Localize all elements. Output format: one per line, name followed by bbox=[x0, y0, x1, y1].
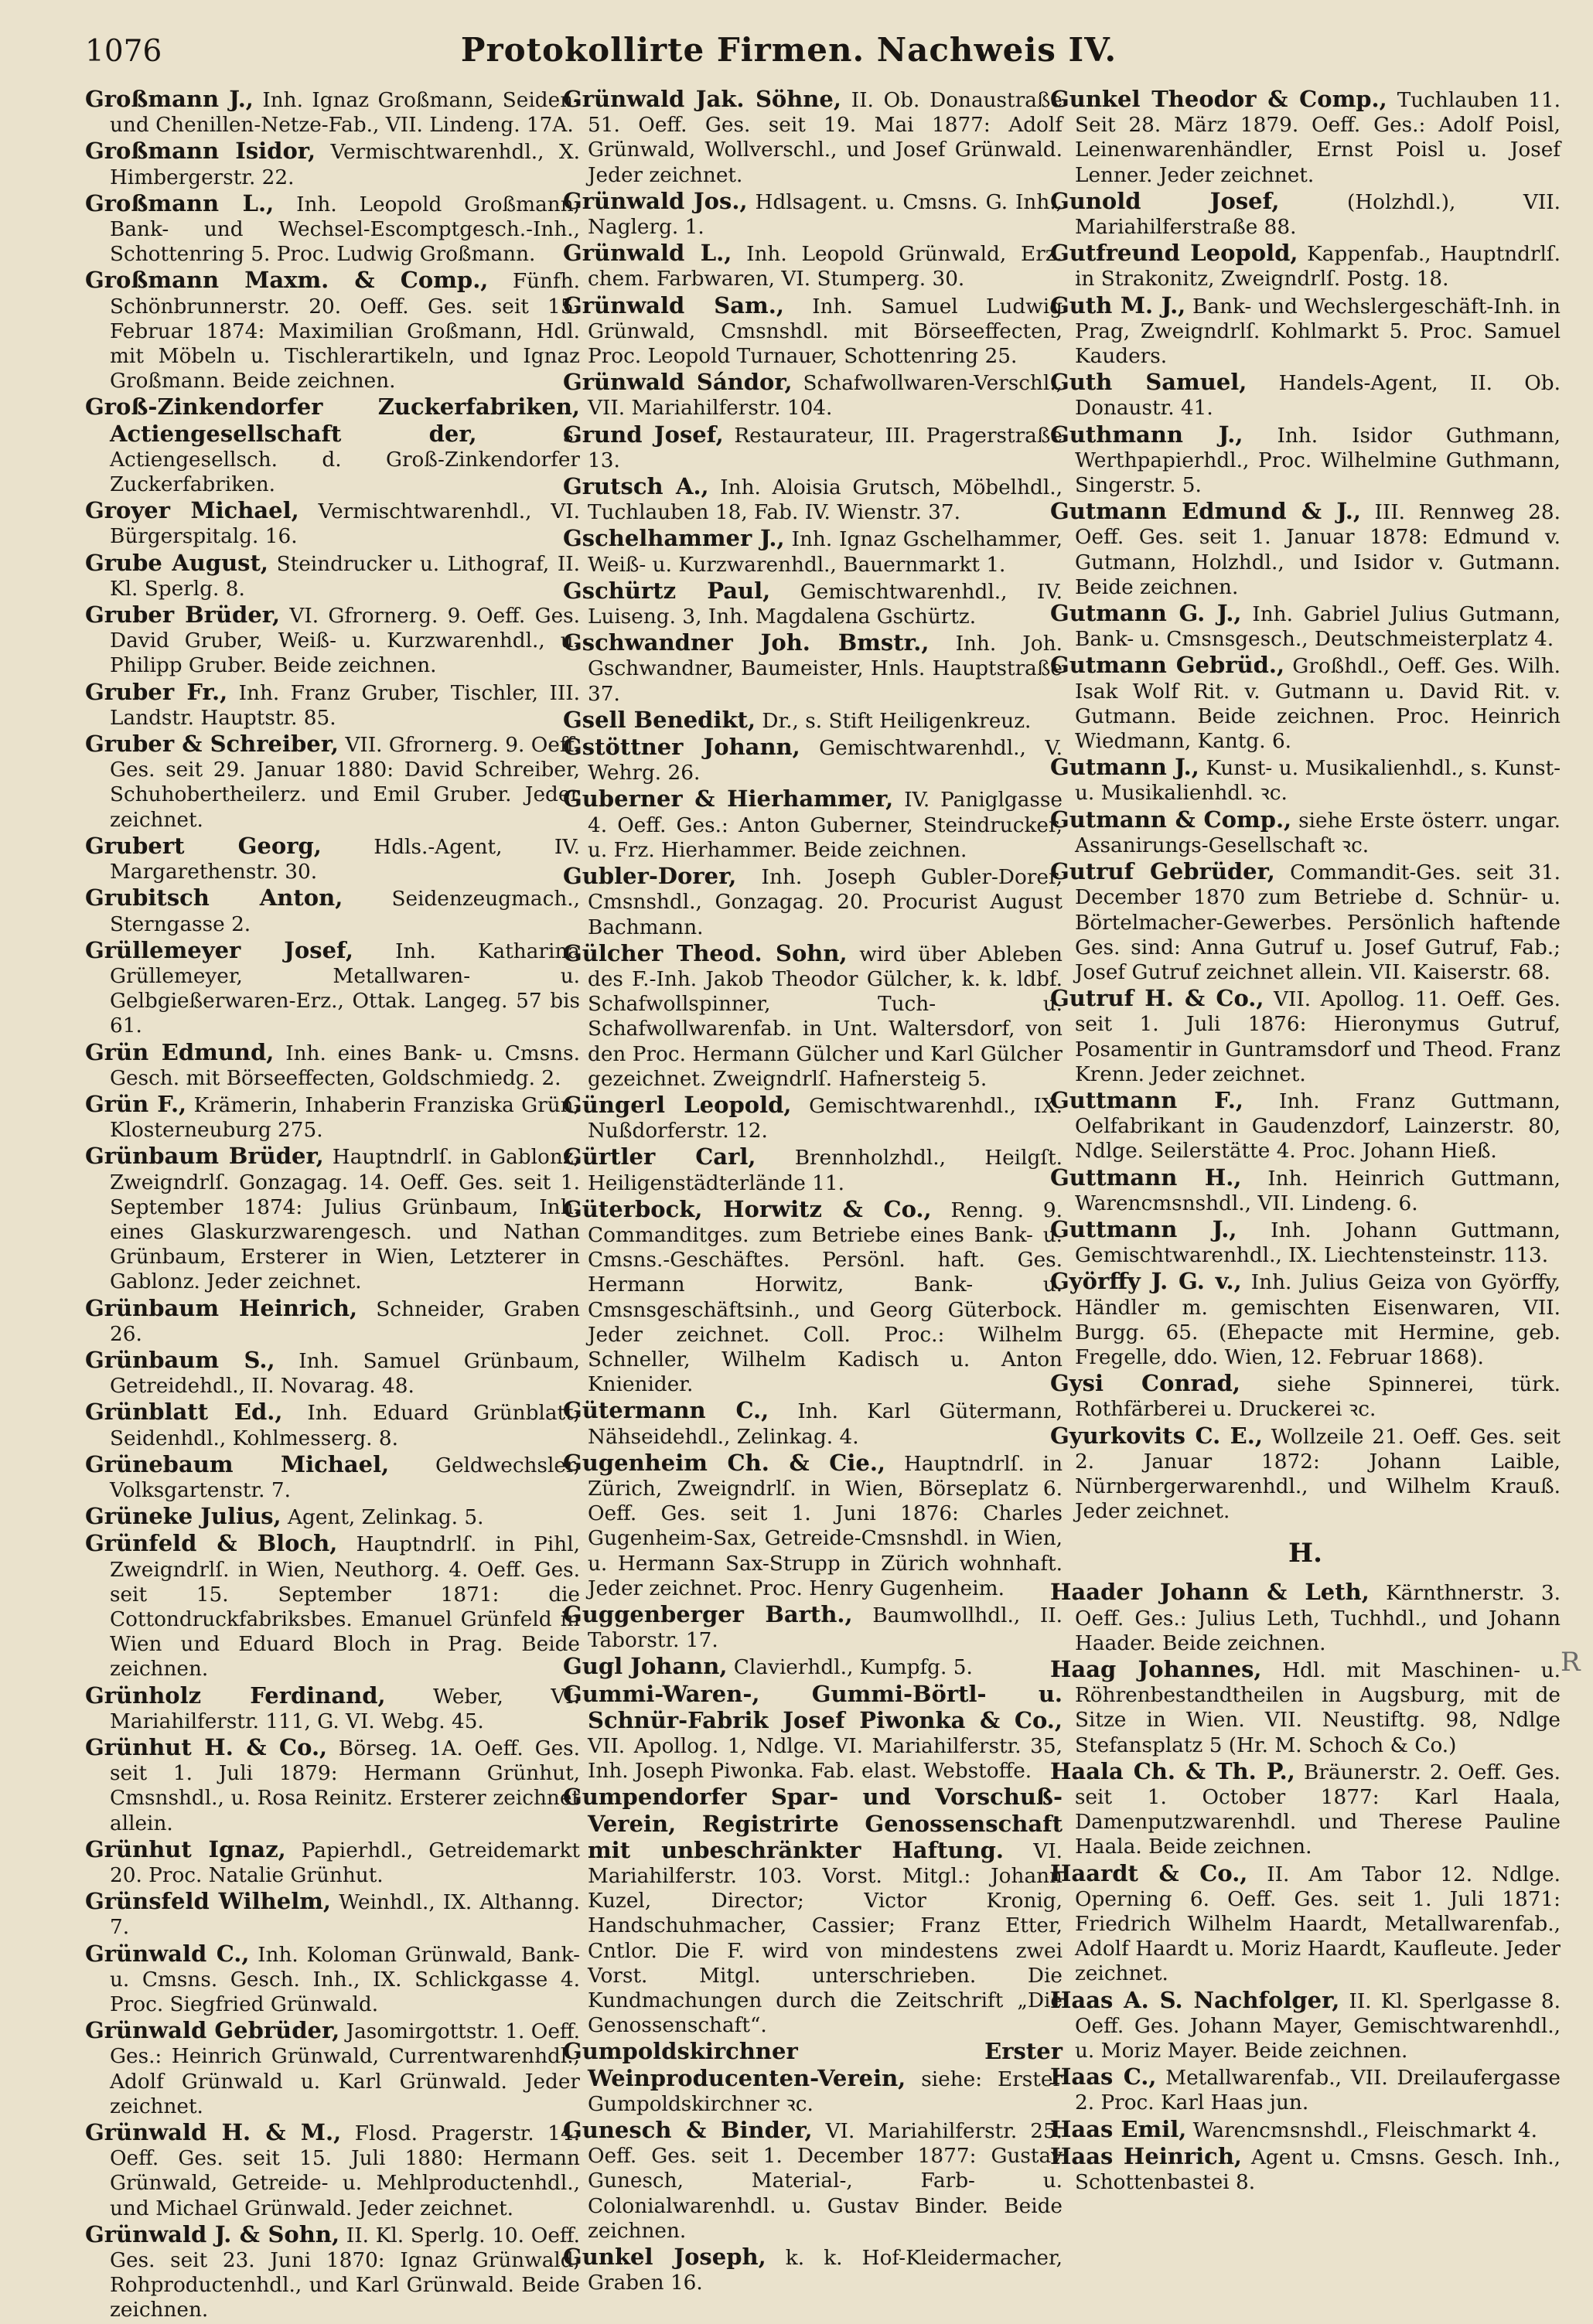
directory-entry bbox=[85, 1837, 580, 1888]
directory-entry bbox=[563, 1450, 1063, 1601]
directory-entry bbox=[1050, 2144, 1561, 2195]
firm-name: Grünholz Ferdinand, bbox=[85, 1682, 386, 1709]
directory-entry bbox=[563, 526, 1063, 577]
firm-details: VII. Gfrornerg. 9. Oeff. Ges. seit 29. Januar 1880: David Schreiber, Schuhobertheilerz. und Emil Gruber. Jeder zeichnet. bbox=[110, 734, 581, 832]
firm-name: Gsell Benedikt, bbox=[563, 706, 756, 733]
directory-entry bbox=[1050, 422, 1561, 499]
directory-entry bbox=[85, 1296, 580, 1347]
firm-name: Gutmann Edmund & J., bbox=[1050, 498, 1361, 525]
firm-name: Haas A. S. Nachfolger, bbox=[1050, 1986, 1340, 2013]
firm-name: Gummi-Waren-, Gummi-Börtl- u. Schnür-Fabrik Josef Piwonka & Co., bbox=[563, 1680, 1063, 1733]
firm-details: wird über Ableben des F.-Inh. Jakob Theodor Gülcher, k. k. ldbf. Schafwollspinner, Tuch- u. Schafwollwarenfab. in Unt. Waltersdorf, von den Proc. Hermann Gülcher und Karl Gülcher gezeichnet. Zweigndrlſ. Hafnersteig 5. bbox=[588, 942, 1063, 1091]
firm-name: Gutruf H. & Co., bbox=[1050, 985, 1264, 1012]
firm-name: Grün F., bbox=[85, 1090, 187, 1117]
firm-details: siehe: Erster Gumpoldskirchner ꝛc. bbox=[588, 2067, 1063, 2116]
firm-details: Inh. Leopold Großmann, Bank- und Wechsel-Escomptgesch.-Inh., Schottenring 5. Proc. Ludwig Großmann. bbox=[110, 193, 580, 267]
firm-details: Inh. Samuel Ludwig Grünwald, Cmsnshdl. mit Börseeffecten, Proc. Leopold Turnauer, Schottenring 25. bbox=[588, 295, 1063, 369]
firm-details: Inh. Gabriel Julius Gutmann, Bank- u. Cmsnsgesch., Deutschmeisterplatz 4. bbox=[1075, 603, 1561, 652]
firm-details: Inh. Isidor Guthmann, Werthpapierhdl., Proc. Wilhelmine Guthmann, Singerstr. 5. bbox=[1075, 424, 1561, 498]
firm-name: Grutsch A., bbox=[563, 473, 709, 500]
firm-details: Tuchlauben 11. Seit 28. März 1879. Oeff. Ges.: Adolf Poisl, Leinenwarenhändler, Ernst Poisl u. Josef Lenner. Jeder zeichnet. bbox=[1075, 89, 1561, 187]
directory-entry bbox=[1050, 653, 1561, 754]
firm-details: VII. Apollog. 1, Ndlge. VI. Mariahilferstr. 35, Inh. Joseph Piwonka. Fab. elast. Webstoffe. bbox=[588, 1735, 1063, 1784]
firm-name: Grünhut H. & Co., bbox=[85, 1734, 328, 1760]
firm-details: Hdlsagent. u. Cmsns. G. Inh., Naglerg. 1. bbox=[588, 190, 1063, 240]
directory-entry bbox=[563, 474, 1063, 525]
firm-details: Wollzeile 21. Oeff. Ges. seit 2. Januar 1872: Johann Laible, Nürnbergerwarenhdl., und Wilhelm Krauß. Jeder zeichnet. bbox=[1075, 1425, 1561, 1524]
directory-entry bbox=[563, 1784, 1063, 2038]
firm-name: Großmann Maxm. & Comp., bbox=[85, 267, 489, 294]
firm-name: Groß-Zinkendorfer Zuckerfabriken, Actiengesellschaft der, bbox=[85, 394, 580, 447]
firm-name: Grün Edmund, bbox=[85, 1038, 275, 1065]
firm-name: Györffy J. G. v., bbox=[1050, 1268, 1242, 1295]
directory-entry bbox=[85, 1735, 580, 1836]
firm-name: Guth M. J., bbox=[1050, 291, 1186, 319]
directory-entry bbox=[1050, 1217, 1561, 1268]
firm-details: Inh. Katharina Grüllemeyer, Metallwaren- u. Gelbgießerwaren-Erz., Ottak. Langeg. 57 bis 61. bbox=[110, 939, 580, 1038]
firm-name: Grüllemeyer Josef, bbox=[85, 936, 353, 963]
firm-details: s. Actiengesellsch. d. Groß-Zinkendorfer Zuckerfabriken. bbox=[110, 423, 580, 497]
firm-details: Fünfh. Schönbrunnerstr. 20. Oeff. Ges. seit 15. Februar 1874: Maximilian Großmann, Hdl. mit Möbeln u. Tischlerartikeln, und Ignaz Großmann. Beide zeichnen. bbox=[110, 270, 580, 394]
firm-name: Gschwandner Joh. Bmstr., bbox=[563, 629, 930, 656]
directory-entry bbox=[563, 240, 1063, 291]
directory-entry bbox=[563, 1654, 1063, 1680]
firm-name: Gschürtz Paul, bbox=[563, 577, 771, 604]
firm-details: Seidenzeugmach., Sterngasse 2. bbox=[110, 888, 580, 936]
firm-details: Hdls.-Agent, IV. Margarethenstr. 30. bbox=[110, 835, 580, 884]
directory-entry bbox=[1050, 1165, 1561, 1216]
firm-details: Metallwarenfab., VII. Dreilaufergasse 2. Proc. Karl Haas jun. bbox=[1075, 2067, 1561, 2115]
firm-name: Guthmann J., bbox=[1050, 421, 1243, 448]
directory-entry bbox=[563, 2039, 1063, 2117]
directory-entry bbox=[85, 2018, 580, 2119]
firm-details: Inh. Karl Gütermann, Nähseidehdl., Zelinkag. 4. bbox=[588, 1400, 1063, 1449]
firm-details: Dr., s. Stift Heiligenkreuz. bbox=[756, 709, 1032, 733]
directory-entry bbox=[85, 2120, 580, 2221]
directory-entry bbox=[563, 370, 1063, 421]
firm-name: Großmann L., bbox=[85, 189, 275, 216]
firm-name: Grünwald H. & M., bbox=[85, 2119, 342, 2146]
directory-entry bbox=[563, 630, 1063, 707]
directory-entry bbox=[85, 731, 580, 833]
firm-name: Gumpendorfer Spar- und Vorschuß-Verein, Registrirte Genossenschaft mit unbeschränkter Haftung. bbox=[563, 1784, 1063, 1863]
firm-details: Kärnthnerstr. 3. Oeff. Ges.: Julius Leth, Tuchhdl., und Johann Haader. Beide zeichnen. bbox=[1075, 1582, 1561, 1655]
firm-name: Haag Johannes, bbox=[1050, 1655, 1262, 1682]
directory-column-1 bbox=[85, 87, 580, 2324]
firm-details: Inh. Ignaz Gschelhammer, Weiß- u. Kurzwarenhdl., Bauernmarkt 1. bbox=[588, 528, 1063, 577]
firm-name: Großmann Isidor, bbox=[85, 138, 316, 165]
firm-details: Handels-Agent, II. Ob. Donaustr. 41. bbox=[1075, 372, 1561, 421]
firm-name: Grünbaum Heinrich, bbox=[85, 1294, 358, 1321]
directory-entry bbox=[1050, 1269, 1561, 1370]
firm-details: II. Ob. Donaustraße 51. Oeff. Ges. seit 19. Mai 1877: Adolf Grünwald, Wollverschl., und Josef Grünwald. Jeder zeichnet. bbox=[588, 89, 1063, 187]
page-title: Protokollirte Firmen. Nachweis IV. bbox=[460, 31, 1117, 69]
firm-name: Gülcher Theod. Sohn, bbox=[563, 939, 848, 966]
directory-entry bbox=[1050, 1371, 1561, 1422]
firm-details: Inh. Franz Guttmann, Oelfabrikant in Gaudenzdorf, Lainzerstr. 80, Ndlge. Seilerstätte 4. Proc. Johann Hieß. bbox=[1075, 1089, 1561, 1164]
firm-name: Haardt & Co., bbox=[1050, 1859, 1248, 1886]
firm-details: II. Am Tabor 12. Ndlge. Operning 6. Oeff. Ges. seit 1. Juli 1871: Friedrich Wilhelm Haardt, Metallwarenfab., Adolf Haardt u. Moriz Haardt, Kaufleute. Jeder zeichnet. bbox=[1075, 1862, 1561, 1986]
firm-name: Guttmann J., bbox=[1050, 1215, 1237, 1242]
firm-name: Guberner & Hierhammer, bbox=[563, 785, 894, 813]
firm-name: Gugl Johann, bbox=[563, 1653, 728, 1680]
firm-details: Papierhdl., Getreidemarkt 20. Proc. Natalie Grünhut. bbox=[110, 1838, 580, 1888]
firm-name: Gunesch & Binder, bbox=[563, 2117, 813, 2144]
firm-details: Inh. Franz Gruber, Tischler, III. Landstr. Hauptstr. 85. bbox=[110, 681, 580, 730]
firm-details: Inh. Johann Guttmann, Gemischtwarenhdl., IX. Liechtensteinstr. 113. bbox=[1075, 1218, 1561, 1268]
directory-entry bbox=[85, 394, 580, 497]
firm-name: Guttmann H., bbox=[1050, 1164, 1242, 1191]
firm-name: Haas Emil, bbox=[1050, 2115, 1187, 2142]
firm-name: Gutfreund Leopold, bbox=[1050, 240, 1298, 267]
directory-entry bbox=[85, 680, 580, 731]
firm-name: Grund Josef, bbox=[563, 421, 724, 448]
directory-entry bbox=[85, 1504, 580, 1530]
firm-name: Grünbaum S., bbox=[85, 1346, 275, 1373]
directory-entry bbox=[1050, 1861, 1561, 1987]
directory-entry bbox=[563, 1092, 1063, 1143]
directory-entry bbox=[85, 1452, 580, 1503]
firm-details: Hauptndrlſ. in Pihl, Zweigndrlſ. in Wien, Neuthorg. 4. Oeff. Ges. seit 15. September 1871: die Cottondruckfabriksbes. Emanuel Grünfeld in Wien und Eduard Bloch in Prag. Beide zeichnen. bbox=[110, 1533, 580, 1682]
firm-details: VI. Gfrornerg. 9. Oeff. Ges. David Gruber, Weiß- u. Kurzwarenhdl., u. Philipp Gruber. Beide zeichnen. bbox=[110, 605, 580, 678]
firm-details: Gemischtwarenhdl., V. Wehrg. 26. bbox=[588, 737, 1063, 785]
firm-details: Inh. Ignaz Großmann, Seiden- und Chenillen-Netze-Fab., VII. Lindeng. 17A. bbox=[110, 89, 580, 138]
directory-column-2 bbox=[563, 87, 1063, 2296]
firm-name: Grünwald Jos., bbox=[563, 187, 748, 214]
directory-entry bbox=[1050, 859, 1561, 985]
directory-entry bbox=[85, 1941, 580, 2018]
firm-details: Flosd. Pragerstr. 14. Oeff. Ges. seit 15. Juli 1880: Hermann Grünwald, Getreide- u. Mehlproductenhdl., und Michael Grünwald. Jeder zeichnet. bbox=[110, 2122, 580, 2220]
directory-entry bbox=[563, 734, 1063, 785]
directory-entry bbox=[85, 191, 580, 267]
firm-name: Guth Samuel, bbox=[1050, 369, 1247, 396]
firm-details: Renng. 9. Commanditges. zum Betriebe eines Bank- u. Cmsns.-Geschäftes. Persönl. haft. Ges. Hermann Horwitz, Bank- u. Cmsnsgeschäftsinh., und Georg Güterbock. Jeder zeichnet. Coll. Proc.: Wilhelm Schneller, Wilhelm Kadisch u. Anton Knienider. bbox=[588, 1198, 1063, 1397]
firm-details: VI. Mariahilferstr. 25. Oeff. Ges. seit 1. December 1877: Gustav Gunesch, Material-, Farb- u. Colonialwarenhdl. u. Gustav Binder. Beide zeichnen. bbox=[588, 2120, 1063, 2243]
firm-details: Weber, VI. Mariahilferstr. 111, G. VI. Webg. 45. bbox=[110, 1685, 580, 1733]
firm-details: Inh. Julius Geiza von Györffy, Händler m. gemischten Eisenwaren, VII. Burgg. 65. (Ehepacte mit Hermine, geb. Fregelle, ddo. Wien, 12. Februar 1868). bbox=[1075, 1271, 1561, 1369]
firm-details: III. Rennweg 28. Oeff. Ges. seit 1. Januar 1878: Edmund v. Gutmann, Holzhdl., und Isidor v. Gutmann. Beide zeichnen. bbox=[1075, 501, 1561, 599]
firm-name: Gugenheim Ch. & Cie., bbox=[563, 1449, 886, 1476]
firm-details: Agent, Zelinkag. 5. bbox=[281, 1506, 484, 1530]
directory-entry bbox=[85, 938, 580, 1039]
directory-entry bbox=[85, 498, 580, 549]
firm-details: Großhdl., Oeff. Ges. Wilh. Isak Wolf Rit. v. Gutmann u. David Rit. v. Gutmann. Beide zeichnen. Proc. Heinrich Wiedmann, Kantg. 6. bbox=[1075, 655, 1561, 754]
firm-details: VII. Apollog. 11. Oeff. Ges. seit 1. Juli 1876: Hieronymus Gutruf, Posamentir in Guntramsdorf und Theod. Franz Krenn. Jeder zeichnet. bbox=[1075, 988, 1561, 1086]
firm-details: Steindrucker u. Lithograf, II. Kl. Sperlg. 8. bbox=[110, 552, 580, 601]
directory-entry bbox=[85, 87, 580, 138]
directory-entry bbox=[85, 267, 580, 394]
firm-name: Haala Ch. & Th. P., bbox=[1050, 1757, 1295, 1784]
directory-entry bbox=[563, 864, 1063, 940]
firm-details: Weinhdl., IX. Althanng. 7. bbox=[110, 1891, 581, 1940]
section-letter: H. bbox=[1288, 1538, 1322, 1569]
firm-name: Grüneke Julius, bbox=[85, 1503, 281, 1530]
firm-name: Güngerl Leopold, bbox=[563, 1091, 792, 1118]
directory-entry bbox=[1050, 601, 1561, 652]
firm-details: k. k. Hof-Kleidermacher, Graben 16. bbox=[588, 2247, 1063, 2295]
directory-entry bbox=[563, 2244, 1063, 2295]
firm-name: Gstöttner Johann, bbox=[563, 734, 800, 761]
firm-details: Krämerin, Inhaberin Franziska Grün, Klosterneuburg 275. bbox=[110, 1093, 580, 1143]
firm-details: Geldwechsler, Volksgartenstr. 7. bbox=[110, 1453, 581, 1502]
directory-entry bbox=[1050, 499, 1561, 600]
firm-details: siehe Spinnerei, türk. Rothfärberei u. Druckerei ꝛc. bbox=[1075, 1373, 1561, 1422]
firm-name: Gruber Fr., bbox=[85, 678, 228, 705]
directory-entry bbox=[563, 189, 1063, 240]
firm-name: Haas C., bbox=[1050, 2063, 1157, 2091]
directory-entry bbox=[1050, 986, 1561, 1087]
directory-entry bbox=[85, 885, 580, 936]
firm-details: Börseg. 1A. Oeff. Ges. seit 1. Juli 1879: Hermann Grünhut, Cmsnshdl., u. Rosa Reinitz. Ersterer zeichnet allein. bbox=[110, 1737, 580, 1835]
page-number: 1076 bbox=[85, 34, 162, 69]
firm-name: Haader Johann & Leth, bbox=[1050, 1579, 1370, 1606]
firm-name: Grünwald Jak. Söhne, bbox=[563, 86, 841, 112]
firm-name: Gütermann C., bbox=[563, 1397, 769, 1424]
directory-entry bbox=[85, 138, 580, 189]
firm-details: Inh. Eduard Grünblatt, Seidenhdl., Kohlmesserg. 8. bbox=[110, 1402, 580, 1450]
directory-entry bbox=[85, 1092, 580, 1143]
directory-entry bbox=[1050, 1988, 1561, 2064]
firm-name: Grubitsch Anton, bbox=[85, 884, 343, 912]
directory-entry bbox=[1050, 1657, 1561, 1758]
margin-mark: R bbox=[1561, 1647, 1581, 1678]
firm-name: Gumpoldskirchner Erster Weinproducenten-Verein, bbox=[563, 2038, 1063, 2091]
page-header bbox=[85, 31, 1492, 93]
firm-details: Inh. Leopold Grünwald, Erz. chem. Farbwaren, VI. Stumperg. 30. bbox=[588, 243, 1063, 291]
directory-entry bbox=[563, 1197, 1063, 1398]
firm-name: Gutruf Gebrüder, bbox=[1050, 858, 1275, 885]
directory-entry bbox=[563, 1398, 1063, 1449]
directory-entry bbox=[85, 833, 580, 884]
directory-entry bbox=[1050, 2117, 1561, 2143]
directory-entry bbox=[1050, 189, 1561, 240]
directory-entry bbox=[1050, 370, 1561, 421]
firm-name: Grünbaum Brüder, bbox=[85, 1143, 324, 1170]
directory-entry bbox=[1050, 1759, 1561, 1860]
firm-details: VI. Mariahilferstr. 103. Vorst. Mitgl.: Johann Kuzel, Director; Victor Kronig, Handschuhmacher, Cassier; Franz Etter, Cntlor. Die F. wird von mindestens zwei Vorst. Mitgl. unterschrieben. Die Kundmachungen durch die Zeitschrift „Die Genossenschaft“. bbox=[588, 1839, 1063, 2038]
firm-details: Schneider, Graben 26. bbox=[110, 1297, 580, 1346]
firm-name: Gunkel Theodor & Comp., bbox=[1050, 86, 1387, 112]
firm-name: Gschelhammer J., bbox=[563, 525, 785, 552]
firm-details: Kappenfab., Hauptndrlſ. in Strakonitz, Zweigndrlſ. Postg. 18. bbox=[1075, 243, 1561, 291]
firm-details: Inh. eines Bank- u. Cmsns. Gesch. mit Börseeffecten, Goldschmiedg. 2. bbox=[110, 1041, 580, 1090]
firm-name: Grünwald J. & Sohn, bbox=[85, 2220, 340, 2247]
firm-name: Grünwald L., bbox=[563, 240, 732, 267]
firm-details: Clavierhdl., Kumpfg. 5. bbox=[727, 1656, 973, 1680]
directory-entry bbox=[85, 1531, 580, 1682]
directory-entry bbox=[85, 2222, 580, 2323]
firm-name: Gutmann & Comp., bbox=[1050, 806, 1292, 833]
firm-details: Jasomirgottstr. 1. Oeff. Ges.: Heinrich Grünwald, Currentwarenhdl., Adolf Grünwald u. Karl Grünwald. Jeder zeichnet. bbox=[110, 2020, 580, 2118]
directory-entry bbox=[85, 1040, 580, 1091]
firm-details: Inh. Aloisia Grutsch, Möbelhdl., Tuchlauben 18, Fab. IV. Wienstr. 37. bbox=[588, 476, 1063, 525]
directory-entry bbox=[563, 1682, 1063, 1784]
firm-name: Grünwald Sándor, bbox=[563, 369, 793, 396]
directory-entry bbox=[85, 1143, 580, 1294]
firm-details: Bräunerstr. 2. Oeff. Ges. seit 1. October 1877: Karl Haala, Damenputzwarenhdl. und Therese Pauline Haala. Beide zeichnen. bbox=[1075, 1760, 1561, 1859]
directory-entry bbox=[1050, 807, 1561, 858]
firm-details: Inh. Koloman Grünwald, Bank- u. Cmsns. Gesch. Inh., IX. Schlickgasse 4. Proc. Siegfried Grünwald. bbox=[110, 1943, 580, 2017]
firm-name: Grünwald Gebrüder, bbox=[85, 2017, 340, 2044]
firm-name: Gubler-Dorer, bbox=[563, 863, 737, 890]
firm-details: Gemischtwarenhdl., IV. Luiseng. 3, Inh. Magdalena Gschürtz. bbox=[588, 580, 1063, 629]
firm-name: Gruber Brüder, bbox=[85, 601, 281, 629]
firm-details: Hauptndrlſ. in Zürich, Zweigndrlſ. in Wien, Börseplatz 6. Oeff. Ges. seit 1. Juni 1876: Charles Gugenheim-Sax, Getreide-Cmsnshdl. in Wien, u. Hermann Sax-Strupp in Zürich wohnhaft. Jeder zeichnet. Proc. Henry Gugenheim. bbox=[588, 1452, 1063, 1600]
firm-details: Vermischtwarenhdl., X. Himbergerstr. 22. bbox=[110, 141, 580, 189]
firm-name: Gutmann J., bbox=[1050, 754, 1199, 781]
firm-name: Gunkel Joseph, bbox=[563, 2244, 766, 2271]
firm-name: Gutmann Gebrüd., bbox=[1050, 652, 1285, 679]
directory-entry bbox=[563, 293, 1063, 370]
directory-entry bbox=[563, 2118, 1063, 2244]
firm-name: Guggenberger Barth., bbox=[563, 1600, 853, 1627]
firm-name: Gunold Josef, bbox=[1050, 187, 1280, 214]
directory-entry bbox=[1050, 1088, 1561, 1164]
firm-details: Warencmsnshdl., Fleischmarkt 4. bbox=[1186, 2118, 1537, 2142]
firm-details: Agent u. Cmsns. Gesch. Inh., Schottenbastei 8. bbox=[1075, 2145, 1561, 2195]
directory-entry bbox=[85, 1348, 580, 1399]
firm-details: Commandit-Ges. seit 31. December 1870 zum Betriebe d. Schnür- u. Börtelmacher-Gewerbes. Persönlich haftende Ges. sind: Anna Gutruf u. Josef Gutruf, Fab.; Josef Gutruf zeichnet allein. VII. Kaiserstr. 68. bbox=[1075, 861, 1561, 984]
directory-entry bbox=[85, 550, 580, 601]
directory-entry bbox=[563, 1602, 1063, 1653]
firm-name: Großmann J., bbox=[85, 86, 254, 112]
firm-details: Hauptndrlſ. in Gablonz, Zweigndrlſ. Gonzagag. 14. Oeff. Ges. seit 1. September 1874: Julius Grünbaum, Inh. eines Glaskurzwarengesch. und Nathan Grünbaum, Ersterer in Wien, Letzterer in Gablonz. Jeder zeichnet. bbox=[110, 1146, 580, 1294]
firm-details: Bank- und Wechslergeschäft-Inh. in Prag, Zweigndrlſ. Kohlmarkt 5. Proc. Samuel Kauders. bbox=[1075, 295, 1561, 369]
firm-details: Schafwollwaren-Verschl., VII. Mariahilferstr. 104. bbox=[588, 372, 1063, 421]
firm-name: Grünsfeld Wilhelm, bbox=[85, 1888, 331, 1915]
directory-entry bbox=[85, 1889, 580, 1940]
firm-details: Vermischtwarenhdl., VI. Bürgerspitalg. 16. bbox=[110, 500, 580, 549]
directory-entry bbox=[85, 1399, 580, 1450]
directory-entry bbox=[563, 707, 1063, 734]
directory-entry bbox=[563, 87, 1063, 188]
firm-details: IV. Paniglgasse 4. Oeff. Ges.: Anton Guberner, Steindrucker, u. Frz. Hierhammer. Beide zeichnen. bbox=[588, 789, 1063, 862]
firm-details: Restaurateur, III. Pragerstraße 13. bbox=[588, 424, 1063, 472]
firm-name: Grubert Georg, bbox=[85, 832, 322, 859]
firm-name: Grünfeld & Bloch, bbox=[85, 1530, 338, 1557]
firm-name: Haas Heinrich, bbox=[1050, 2142, 1243, 2169]
firm-name: Gutmann G. J., bbox=[1050, 600, 1242, 627]
directory-entry bbox=[85, 602, 580, 679]
directory-entry bbox=[563, 941, 1063, 1092]
firm-name: Gyurkovits C. E., bbox=[1050, 1422, 1263, 1449]
firm-name: Gysi Conrad, bbox=[1050, 1370, 1240, 1397]
directory-entry bbox=[563, 578, 1063, 629]
directory-entry bbox=[85, 1683, 580, 1734]
firm-details: II. Kl. Sperlgasse 8. Oeff. Ges. Johann Mayer, Gemischtwarenhdl., u. Moriz Mayer. Beide zeichnen. bbox=[1075, 1989, 1561, 2063]
firm-details: II. Kl. Sperlg. 10. Oeff. Ges. seit 23. Juni 1870: Ignaz Grünwald, Rohproductenhdl., und Karl Grünwald. Beide zeichnen. bbox=[110, 2223, 580, 2322]
firm-details: Hdl. mit Maschinen- u. Röhrenbestandtheilen in Augsburg, mit de Sitze in Wien. VII. Neustiftg. 98, Ndlge Stefansplatz 5 (Hr. M. Schoch & Co.) bbox=[1075, 1658, 1561, 1757]
firm-details: siehe Erste österr. ungar. Assanirungs-Gesellschaft ꝛc. bbox=[1075, 809, 1561, 857]
directory-entry bbox=[1050, 240, 1561, 291]
firm-name: Grünwald C., bbox=[85, 1940, 250, 1967]
firm-details: Kunst- u. Musikalienhdl., s. Kunst- u. Musikalienhdl. ꝛc. bbox=[1075, 757, 1561, 806]
firm-name: Grünwald Sam., bbox=[563, 291, 784, 319]
firm-details: (Holzhdl.), VII. Mariahilferstraße 88. bbox=[1075, 190, 1561, 240]
firm-name: Grünhut Ignaz, bbox=[85, 1835, 286, 1862]
directory-entry bbox=[563, 786, 1063, 863]
firm-name: Gürtler Carl, bbox=[563, 1143, 756, 1171]
firm-details: Inh. Joh. Gschwandner, Baumeister, Hnls. Hauptstraße 37. bbox=[588, 632, 1063, 706]
firm-name: Grünebaum Michael, bbox=[85, 1450, 390, 1477]
firm-name: Grube August, bbox=[85, 549, 268, 576]
firm-details: Inh. Heinrich Guttmann, Warencmsnshdl., VII. Lindeng. 6. bbox=[1075, 1167, 1561, 1215]
directory-column-3 bbox=[1050, 87, 1561, 2196]
directory-entry bbox=[1050, 755, 1561, 806]
firm-name: Groyer Michael, bbox=[85, 497, 299, 524]
firm-details: Gemischtwarenhdl., IX. Nußdorferstr. 12. bbox=[588, 1094, 1063, 1143]
firm-name: Güterbock, Horwitz & Co., bbox=[563, 1195, 932, 1222]
directory-entry bbox=[1050, 1579, 1561, 1656]
directory-entry bbox=[1050, 2064, 1561, 2115]
directory-entry bbox=[1050, 1423, 1561, 1525]
directory-entry bbox=[563, 1144, 1063, 1195]
directory-entry bbox=[1050, 293, 1561, 370]
firm-details: Baumwollhdl., II. Taborstr. 17. bbox=[588, 1603, 1063, 1653]
firm-name: Guttmann F., bbox=[1050, 1086, 1243, 1113]
firm-details: Inh. Joseph Gubler-Dorer, Cmsnshdl., Gonzagag. 20. Procurist August Bachmann. bbox=[588, 866, 1063, 939]
directory-entry bbox=[563, 422, 1063, 473]
firm-name: Gruber & Schreiber, bbox=[85, 731, 339, 758]
directory-entry bbox=[1050, 87, 1561, 188]
firm-details: Brennholzhdl., Heilgſt. Heiligenstädterlände 11. bbox=[588, 1147, 1063, 1195]
firm-details: Inh. Samuel Grünbaum, Getreidehdl., II. Novarag. 48. bbox=[110, 1349, 580, 1399]
firm-name: Grünblatt Ed., bbox=[85, 1399, 283, 1426]
